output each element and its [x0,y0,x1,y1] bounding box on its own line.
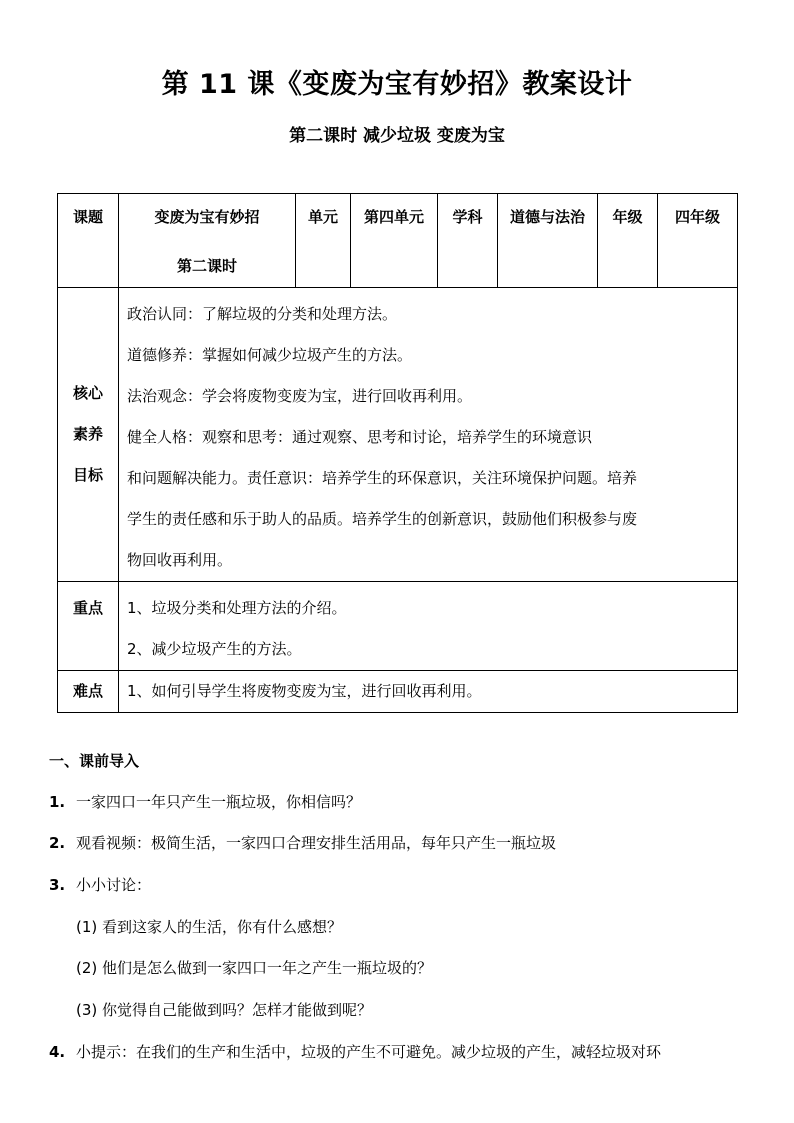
lesson-info-table [57,193,738,713]
core-goal-line: 学生的责任感和乐于助人的品质。培养学生的创新意识，鼓励他们积极参与废 [127,510,638,528]
list-text: 小提示：在我们的生产和生活中，垃圾的产生不可避免。减少垃圾的产生，减轻垃圾对环 [76,1043,662,1061]
header-unit-label: 单元 [296,194,351,288]
core-goals-row [58,288,738,582]
core-goal-line: 物回收再利用。 [127,551,233,569]
header-subject-value: 道德与法治 [498,194,598,288]
difficult-points-label: 难点 [58,671,119,713]
header-grade-value: 四年级 [658,194,738,288]
core-goal-line: 政治认同：了解垃圾的分类和处理方法。 [127,305,398,323]
key-points-content [119,582,738,671]
list-item [49,875,151,895]
list-text: 小小讨论： [76,876,152,894]
list-number: 2. [49,834,66,852]
topic-period: 第二课时 [176,257,237,275]
list-item [49,792,361,812]
list-number: 1. [49,793,66,811]
key-points-label: 重点 [58,582,119,671]
list-number: 3. [49,876,66,894]
key-points-row [58,582,738,671]
difficult-point-line: 1、如何引导学生将废物变废为宝，进行回收再利用。 [127,682,482,700]
core-label-line: 目标 [72,466,103,484]
document-subtitle: 第二课时 减少垃圾 变废为宝 [289,126,505,146]
core-goals-content [119,288,738,582]
sub-list-item: (2) 他们是怎么做到一家四口一年之产生一瓶垃圾的？ [76,959,433,977]
header-topic-value [119,194,296,288]
list-text: 观看视频：极简生活，一家四口合理安排生活用品，每年只产生一瓶垃圾 [76,834,557,852]
core-goal-line: 和问题解决能力。责任意识：培养学生的环保意识，关注环境保护问题。培养 [127,469,638,487]
core-goal-line: 法治观念：学会将废物变废为宝，进行回收再利用。 [127,387,473,405]
core-goal-line: 健全人格：观察和思考：通过观察、思考和讨论，培养学生的环境意识 [127,428,593,446]
list-number: 4. [49,1043,66,1061]
core-goals-label [58,288,119,582]
sub-list-item: (1) 看到这家人的生活，你有什么感想？ [76,918,343,936]
difficult-points-content [119,671,738,713]
document-title: 第 11 课《变废为宝有妙招》教案设计 [161,69,633,100]
key-point-line: 2、减少垃圾产生的方法。 [127,640,302,658]
core-goal-line: 道德修养：掌握如何减少垃圾产生的方法。 [127,346,413,364]
key-point-line: 1、垃圾分类和处理方法的介绍。 [127,599,347,617]
core-label-line: 素养 [72,425,103,443]
difficult-points-row [58,671,738,713]
header-unit-value: 第四单元 [351,194,438,288]
list-text: 一家四口一年只产生一瓶垃圾，你相信吗？ [76,793,362,811]
topic-name: 变废为宝有妙招 [154,208,260,226]
header-grade-label: 年级 [598,194,658,288]
list-item [49,1042,661,1062]
section-heading: 一、课前导入 [49,752,140,770]
core-label-line: 核心 [72,384,103,402]
table-header-row [58,194,738,288]
list-item [49,833,556,853]
sub-list-item: (3) 你觉得自己能做到吗？怎样才能做到呢？ [76,1001,373,1019]
header-subject-label: 学科 [438,194,498,288]
header-topic-label: 课题 [58,194,119,288]
